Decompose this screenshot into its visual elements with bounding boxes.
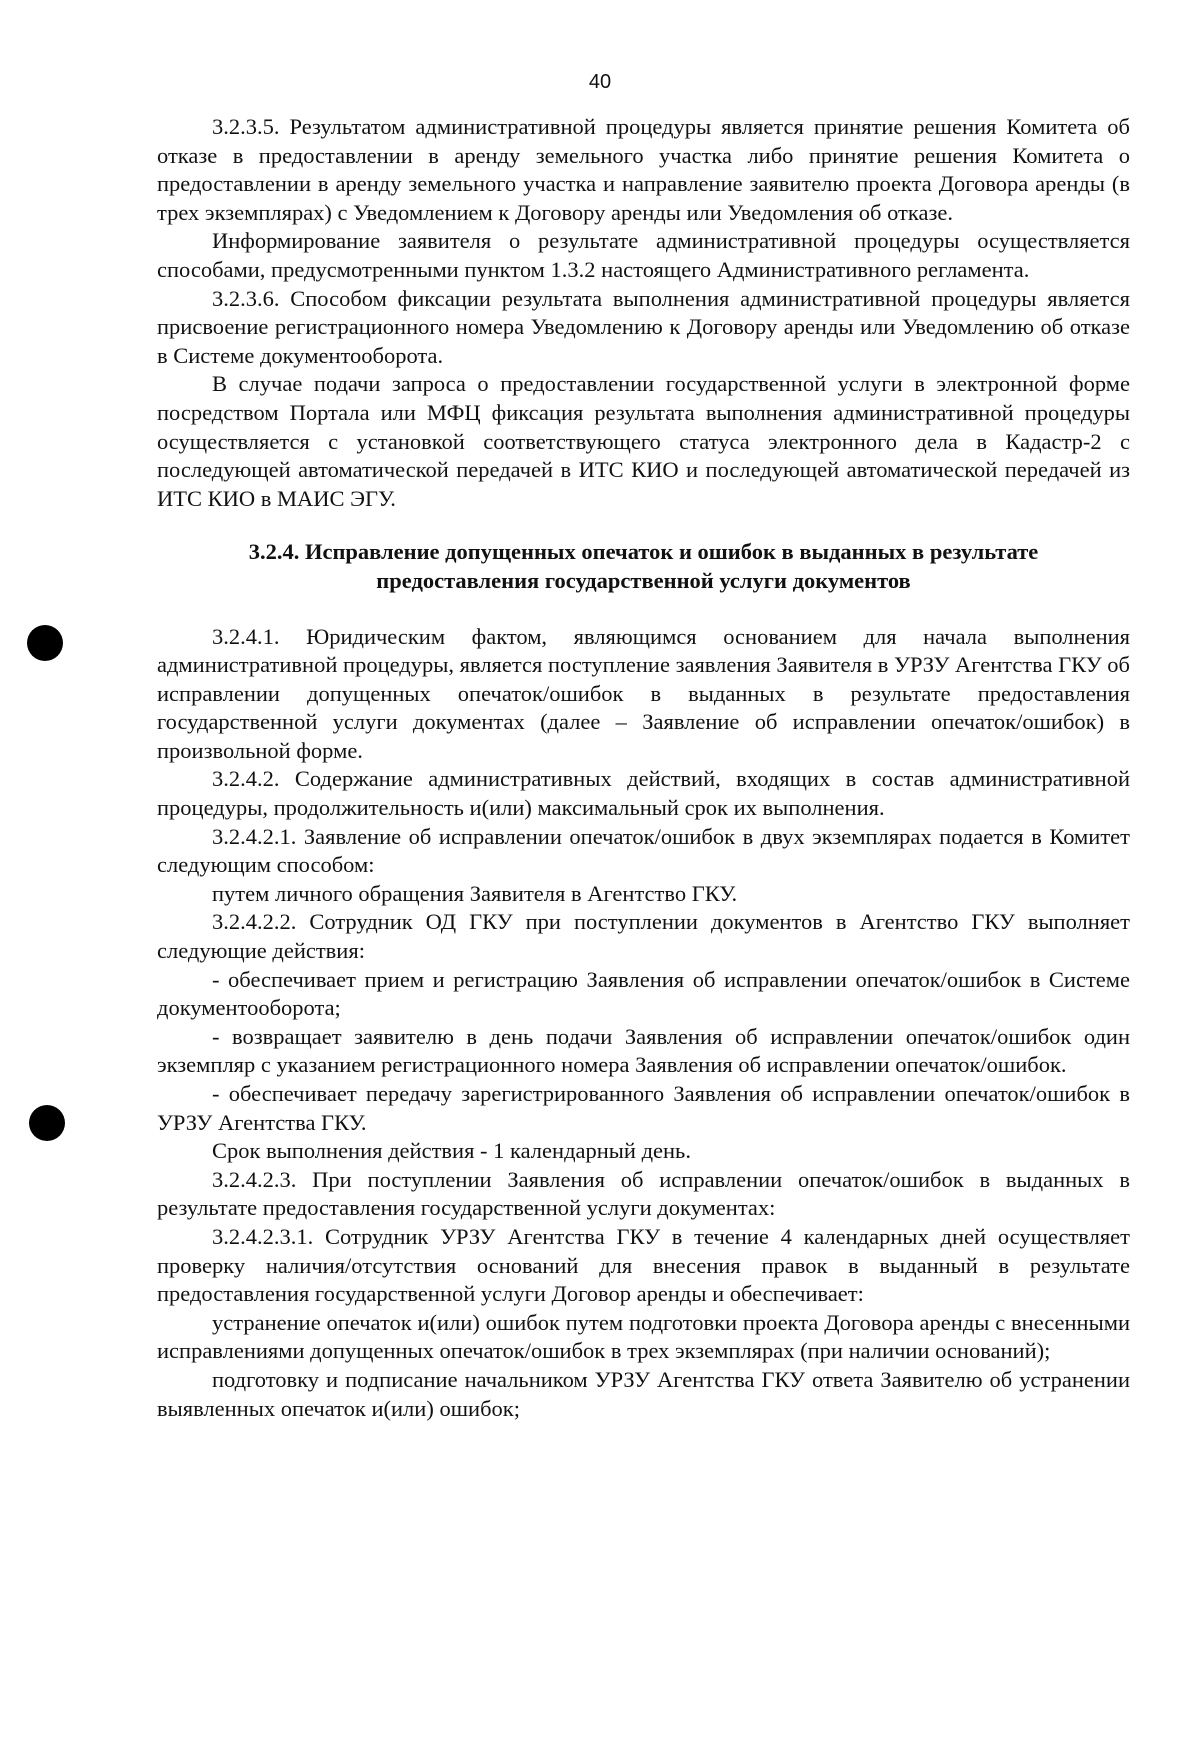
paragraph-3-2-4-1: 3.2.4.1. Юридическим фактом, являющимся основанием для начала выполнения административной процедуры, является поступление заявления Заявителя в УРЗУ Агентства ГКУ об исправлении допущенных опечаток/ошибок в выданных в результате предоставления государственной услуги документах (далее – Заявление об исправлении опечаток/ошибок) в произвольной форме. <box>157 623 1130 763</box>
list-item-registration: - обеспечивает прием и регистрацию Заявления об исправлении опечаток/ошибок в Системе документооборота; <box>157 966 1130 1021</box>
paragraph-electronic-request: В случае подачи запроса о предоставлении государственной услуги в электронной форме посредством Портала или МФЦ фиксация результата выполнения административной процедуры осуществляется с установкой соответствующего статуса электронного дела в Кадастр-2 с последующей автоматической передачей в ИТС КИО и последующей автоматической передачей из ИТС КИО в МАИС ЭГУ. <box>157 371 1130 511</box>
punch-hole-mark <box>29 1105 65 1141</box>
paragraph-correction: устранение опечаток и(или) ошибок путем подготовки проекта Договора аренды с внесенными исправлениями допущенных опечаток/ошибок в трех экземплярах (при наличии оснований); <box>157 1309 1130 1364</box>
paragraph-action-deadline: Срок выполнения действия - 1 календарный день. <box>212 1138 691 1164</box>
section-heading-line: предоставления государственной услуги документов <box>376 567 911 593</box>
paragraph-response-preparation: подготовку и подписание начальником УРЗУ Агентства ГКУ ответа Заявителю об устранении выявленных опечаток и(или) ошибок; <box>157 1366 1130 1421</box>
paragraph-3-2-4-2-3: 3.2.4.2.3. При поступлении Заявления об исправлении опечаток/ошибок в выданных в результате предоставления государственной услуги документах: <box>157 1166 1130 1221</box>
paragraph-3-2-4-2-3-1: 3.2.4.2.3.1. Сотрудник УРЗУ Агентства ГКУ в течение 4 календарных дней осуществляет проверку наличия/отсутствия оснований для внесения правок в выданный в результате предоставления государственной услуги Договор аренды и обеспечивает: <box>157 1223 1130 1307</box>
paragraph-3-2-4-2-1: 3.2.4.2.1. Заявление об исправлении опечаток/ошибок в двух экземплярах подается в Комитет следующим способом: <box>157 823 1130 878</box>
punch-hole-mark <box>27 625 63 661</box>
document-body <box>157 113 1130 1423</box>
paragraph-3-2-4-2: 3.2.4.2. Содержание административных действий, входящих в состав административной процедуры, продолжительность и(или) максимальный срок их выполнения. <box>157 766 1130 821</box>
section-heading-3-2-4 <box>157 538 1130 595</box>
paragraph-informing: Информирование заявителя о результате административной процедуры осуществляется способами, предусмотренными пунктом 1.3.2 настоящего Административного регламента. <box>157 228 1130 282</box>
paragraph-3-2-4-2-2: 3.2.4.2.2. Сотрудник ОД ГКУ при поступлении документов в Агентство ГКУ выполняет следующие действия: <box>157 909 1130 964</box>
list-item-transfer: - обеспечивает передачу зарегистрированного Заявления об исправлении опечаток/ошибок в УРЗУ Агентства ГКУ. <box>157 1081 1130 1135</box>
list-item-return-copy: - возвращает заявителю в день подачи Заявления об исправлении опечаток/ошибок один экземпляр с указанием регистрационного номера Заявления об исправлении опечаток/ошибок. <box>157 1023 1130 1078</box>
paragraph-submission-method: путем личного обращения Заявителя в Агентство ГКУ. <box>212 880 738 906</box>
paragraph-3-2-3-5: 3.2.3.5. Результатом административной процедуры является принятие решения Комитета об отказе в предоставлении в аренду земельного участка либо принятие решения Комитета о предоставлении в аренду земельного участка и направление заявителю проекта Договора аренды (в трех экземплярах) с Уведомлением к Договору аренды или Уведомления об отказе. <box>157 114 1130 225</box>
section-heading-line: 3.2.4. Исправление допущенных опечаток и ошибок в выданных в результате <box>248 539 1039 565</box>
paragraph-3-2-3-6: 3.2.3.6. Способом фиксации результата выполнения административной процедуры является присвоение регистрационного номера Уведомлению к Договору аренды или Уведомлению об отказе в Системе документооборота. <box>157 285 1130 368</box>
page-number: 40 <box>588 71 612 93</box>
